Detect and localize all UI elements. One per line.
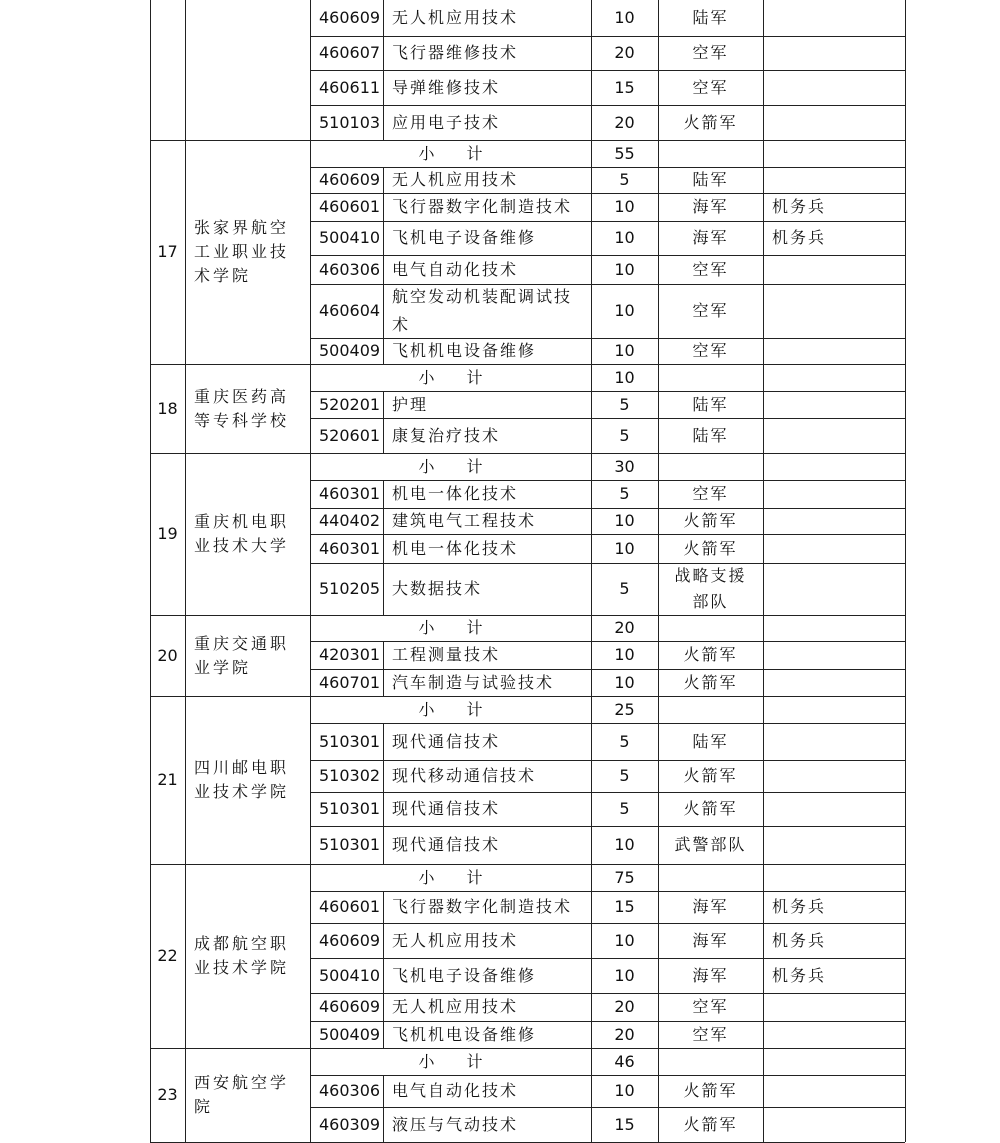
school-number: 21 bbox=[157, 770, 178, 789]
quota-count: 10 bbox=[614, 538, 635, 558]
major-code: 460309 bbox=[319, 1114, 381, 1134]
column-divider bbox=[763, 284, 764, 338]
column-divider bbox=[658, 364, 659, 391]
column-divider bbox=[763, 993, 764, 1021]
column-divider bbox=[763, 696, 764, 723]
service-branch: 空军 bbox=[692, 341, 729, 360]
column-divider bbox=[383, 993, 384, 1021]
major-name: 飞机电子设备维修 bbox=[392, 228, 537, 247]
remark: 机务兵 bbox=[772, 897, 827, 916]
column-divider bbox=[763, 615, 764, 641]
major-name: 康复治疗技术 bbox=[392, 425, 501, 445]
column-divider bbox=[763, 1107, 764, 1142]
remark: 机务兵 bbox=[772, 228, 827, 247]
major-name: 建筑电气工程技术 bbox=[392, 511, 537, 530]
subtotal-value: 10 bbox=[614, 367, 635, 387]
column-divider bbox=[383, 36, 384, 70]
major-code: 510301 bbox=[319, 835, 381, 854]
column-divider bbox=[383, 891, 384, 923]
major-name: 电气自动化技术 bbox=[392, 1081, 519, 1100]
service-branch: 空军 bbox=[692, 259, 729, 279]
column-divider bbox=[383, 391, 384, 418]
major-name: 现代通信技术 bbox=[392, 799, 501, 818]
major-code: 460701 bbox=[319, 672, 381, 692]
major-code: 460306 bbox=[319, 259, 381, 279]
major-name: 机电一体化技术 bbox=[392, 484, 519, 503]
column-divider bbox=[383, 70, 384, 105]
subtotal-label: 小 计 bbox=[418, 618, 483, 637]
major-name: 飞机电子设备维修 bbox=[392, 965, 537, 985]
major-code: 500409 bbox=[319, 1024, 381, 1044]
column-divider bbox=[185, 453, 186, 615]
service-branch: 陆军 bbox=[692, 394, 729, 414]
major-code: 460601 bbox=[319, 897, 381, 916]
quota-count: 15 bbox=[614, 897, 635, 916]
quota-count: 10 bbox=[614, 835, 635, 854]
remark: 机务兵 bbox=[772, 930, 827, 950]
school-number: 18 bbox=[157, 398, 178, 418]
subtotal-label: 小 计 bbox=[418, 699, 483, 719]
major-code: 460301 bbox=[319, 538, 381, 558]
school-name: 重庆机电职业技术大学 bbox=[194, 512, 290, 555]
service-branch: 空军 bbox=[692, 43, 729, 62]
column-divider bbox=[185, 140, 186, 364]
column-divider bbox=[383, 338, 384, 364]
service-branch: 空军 bbox=[692, 484, 729, 503]
major-code: 460607 bbox=[319, 43, 381, 62]
column-divider bbox=[763, 760, 764, 792]
major-name: 无人机应用技术 bbox=[392, 170, 519, 189]
quota-count: 10 bbox=[614, 341, 635, 360]
column-divider bbox=[763, 255, 764, 284]
column-divider bbox=[763, 826, 764, 864]
column-divider bbox=[763, 1021, 764, 1048]
column-divider bbox=[658, 1048, 659, 1075]
quota-count: 10 bbox=[614, 672, 635, 692]
column-divider bbox=[763, 193, 764, 221]
major-name: 大数据技术 bbox=[392, 579, 483, 598]
school-number: 22 bbox=[157, 946, 178, 965]
major-name: 航空发动机装配调试技术 bbox=[392, 287, 573, 334]
major-name: 电气自动化技术 bbox=[392, 259, 519, 279]
major-name: 飞机机电设备维修 bbox=[392, 1024, 537, 1044]
subtotal-label: 小 计 bbox=[418, 456, 483, 476]
subtotal-value: 30 bbox=[614, 456, 635, 476]
major-code: 510205 bbox=[319, 579, 381, 598]
major-code: 460609 bbox=[319, 8, 381, 27]
major-name: 飞行器数字化制造技术 bbox=[392, 897, 573, 916]
service-branch: 火箭军 bbox=[683, 1081, 738, 1100]
service-branch: 海军 bbox=[692, 197, 729, 216]
major-code: 460611 bbox=[319, 77, 381, 97]
major-code: 520601 bbox=[319, 425, 381, 445]
subtotal-label: 小 计 bbox=[418, 367, 483, 387]
column-divider bbox=[763, 534, 764, 563]
column-divider bbox=[185, 696, 186, 864]
column-divider bbox=[383, 563, 384, 615]
quota-count: 5 bbox=[619, 731, 630, 751]
service-branch: 海军 bbox=[692, 930, 729, 950]
service-branch: 空军 bbox=[692, 77, 729, 97]
column-divider bbox=[383, 418, 384, 453]
column-divider bbox=[383, 958, 384, 993]
major-code: 510301 bbox=[319, 731, 381, 751]
school-number: 20 bbox=[157, 645, 178, 665]
major-code: 440402 bbox=[319, 511, 381, 530]
column-divider bbox=[763, 891, 764, 923]
column-divider bbox=[383, 255, 384, 284]
column-divider bbox=[185, 864, 186, 1048]
major-name: 无人机应用技术 bbox=[392, 997, 519, 1016]
column-divider bbox=[310, 140, 311, 364]
major-code: 510302 bbox=[319, 766, 381, 785]
major-name: 现代移动通信技术 bbox=[392, 766, 537, 785]
column-divider bbox=[763, 391, 764, 418]
major-name: 导弹维修技术 bbox=[392, 77, 501, 97]
school-name: 重庆交通职业学院 bbox=[194, 633, 290, 677]
service-branch: 火箭军 bbox=[683, 538, 738, 558]
major-code: 500410 bbox=[319, 965, 381, 985]
column-divider bbox=[383, 480, 384, 508]
column-divider bbox=[185, 1048, 186, 1142]
column-divider bbox=[658, 696, 659, 723]
column-divider bbox=[383, 193, 384, 221]
service-branch: 火箭军 bbox=[683, 511, 738, 530]
column-divider bbox=[763, 723, 764, 760]
service-branch: 陆军 bbox=[692, 425, 729, 445]
subtotal-value: 20 bbox=[614, 618, 635, 637]
major-code: 510301 bbox=[319, 799, 381, 818]
service-branch: 空军 bbox=[692, 997, 729, 1016]
quota-count: 20 bbox=[614, 112, 635, 132]
major-code: 520201 bbox=[319, 394, 381, 414]
major-code: 510103 bbox=[319, 112, 381, 132]
remark: 机务兵 bbox=[772, 197, 827, 216]
quota-count: 15 bbox=[614, 1114, 635, 1134]
column-divider bbox=[185, 615, 186, 696]
quota-count: 5 bbox=[619, 394, 630, 414]
column-divider bbox=[763, 480, 764, 508]
school-name: 成都航空职业技术学院 bbox=[194, 934, 290, 977]
service-branch: 空军 bbox=[692, 301, 729, 320]
quota-count: 5 bbox=[619, 579, 630, 598]
column-divider bbox=[658, 140, 659, 167]
column-divider bbox=[763, 958, 764, 993]
column-divider bbox=[383, 0, 384, 36]
subtotal-value: 75 bbox=[614, 867, 635, 887]
column-divider bbox=[763, 0, 764, 36]
major-code: 500410 bbox=[319, 228, 381, 247]
column-divider bbox=[763, 864, 764, 891]
column-divider bbox=[383, 1075, 384, 1107]
column-divider bbox=[763, 923, 764, 958]
quota-count: 20 bbox=[614, 43, 635, 62]
column-divider bbox=[763, 221, 764, 255]
column-divider bbox=[185, 0, 186, 140]
quota-count: 5 bbox=[619, 766, 630, 785]
quota-count: 5 bbox=[619, 170, 630, 189]
major-name: 飞行器维修技术 bbox=[392, 43, 519, 62]
column-divider bbox=[763, 1075, 764, 1107]
service-branch: 陆军 bbox=[692, 170, 729, 189]
major-code: 500409 bbox=[319, 341, 381, 360]
column-divider bbox=[763, 338, 764, 364]
remark: 机务兵 bbox=[772, 965, 827, 985]
school-name: 重庆医药高等专科学校 bbox=[194, 386, 290, 430]
subtotal-value: 55 bbox=[614, 143, 635, 163]
column-divider bbox=[763, 1048, 764, 1075]
service-branch: 火箭军 bbox=[683, 1114, 738, 1134]
column-divider bbox=[658, 864, 659, 891]
major-name: 飞行器数字化制造技术 bbox=[392, 197, 573, 216]
major-name: 无人机应用技术 bbox=[392, 930, 519, 950]
quota-count: 10 bbox=[614, 8, 635, 27]
column-divider bbox=[383, 221, 384, 255]
school-number: 19 bbox=[157, 524, 178, 543]
major-name: 液压与气动技术 bbox=[392, 1114, 519, 1134]
subtotal-label: 小 计 bbox=[418, 1051, 483, 1071]
column-divider bbox=[763, 364, 764, 391]
column-divider bbox=[763, 105, 764, 140]
column-divider bbox=[763, 669, 764, 696]
subtotal-label: 小 计 bbox=[418, 867, 483, 887]
school-name: 西安航空学院 bbox=[194, 1073, 290, 1116]
major-code: 460604 bbox=[319, 301, 381, 320]
school-number: 17 bbox=[157, 242, 178, 261]
service-branch: 火箭军 bbox=[683, 766, 738, 785]
quota-count: 5 bbox=[619, 484, 630, 503]
major-code: 460301 bbox=[319, 484, 381, 503]
column-divider bbox=[383, 105, 384, 140]
service-branch: 空军 bbox=[692, 1024, 729, 1044]
quota-count: 10 bbox=[614, 259, 635, 279]
service-branch: 海军 bbox=[692, 965, 729, 985]
service-branch: 陆军 bbox=[692, 8, 729, 27]
service-branch: 武警部队 bbox=[674, 835, 747, 854]
school-name: 四川邮电职业技术学院 bbox=[194, 758, 290, 801]
column-divider bbox=[763, 70, 764, 105]
service-branch: 火箭军 bbox=[683, 799, 738, 818]
column-divider bbox=[763, 418, 764, 453]
quota-count: 5 bbox=[619, 799, 630, 818]
subtotal-value: 46 bbox=[614, 1051, 635, 1071]
column-divider bbox=[185, 364, 186, 453]
column-divider bbox=[383, 723, 384, 760]
major-code: 460306 bbox=[319, 1081, 381, 1100]
column-divider bbox=[763, 167, 764, 193]
column-divider bbox=[763, 36, 764, 70]
service-branch: 火箭军 bbox=[683, 112, 738, 132]
major-code: 420301 bbox=[319, 645, 381, 664]
school-number: 23 bbox=[157, 1085, 178, 1104]
major-code: 460609 bbox=[319, 930, 381, 950]
service-branch: 战略支援部队 bbox=[674, 566, 747, 611]
subtotal-value: 25 bbox=[614, 699, 635, 719]
major-code: 460609 bbox=[319, 997, 381, 1016]
quota-count: 5 bbox=[619, 425, 630, 445]
service-branch: 火箭军 bbox=[683, 645, 738, 664]
major-code: 460609 bbox=[319, 170, 381, 189]
column-divider bbox=[658, 453, 659, 480]
major-name: 汽车制造与试验技术 bbox=[392, 672, 555, 692]
column-divider bbox=[383, 826, 384, 864]
service-branch: 陆军 bbox=[692, 731, 729, 751]
quota-count: 10 bbox=[614, 930, 635, 950]
column-divider bbox=[763, 140, 764, 167]
quota-count: 10 bbox=[614, 645, 635, 664]
major-name: 机电一体化技术 bbox=[392, 538, 519, 558]
major-code: 460601 bbox=[319, 197, 381, 216]
column-divider bbox=[763, 453, 764, 480]
column-divider bbox=[763, 508, 764, 534]
column-divider bbox=[658, 615, 659, 641]
column-divider bbox=[383, 1107, 384, 1142]
quota-count: 10 bbox=[614, 511, 635, 530]
column-divider bbox=[383, 641, 384, 669]
major-name: 无人机应用技术 bbox=[392, 8, 519, 27]
quota-count: 20 bbox=[614, 997, 635, 1016]
quota-count: 10 bbox=[614, 965, 635, 985]
column-divider bbox=[383, 167, 384, 193]
major-name: 工程测量技术 bbox=[392, 645, 501, 664]
quota-count: 10 bbox=[614, 197, 635, 216]
column-divider bbox=[383, 508, 384, 534]
quota-count: 10 bbox=[614, 228, 635, 247]
major-name: 飞机机电设备维修 bbox=[392, 341, 537, 360]
table-border bbox=[905, 0, 906, 1142]
service-branch: 海军 bbox=[692, 228, 729, 247]
column-divider bbox=[383, 669, 384, 696]
service-branch: 火箭军 bbox=[683, 672, 738, 692]
service-branch: 海军 bbox=[692, 897, 729, 916]
quota-count: 20 bbox=[614, 1024, 635, 1044]
column-divider bbox=[763, 563, 764, 615]
major-name: 护理 bbox=[392, 394, 429, 414]
major-name: 应用电子技术 bbox=[392, 112, 501, 132]
major-name: 现代通信技术 bbox=[392, 835, 501, 854]
major-name: 现代通信技术 bbox=[392, 731, 501, 751]
column-divider bbox=[763, 641, 764, 669]
column-divider bbox=[383, 284, 384, 338]
subtotal-label: 小 计 bbox=[418, 143, 483, 163]
column-divider bbox=[383, 1021, 384, 1048]
quota-count: 15 bbox=[614, 77, 635, 97]
column-divider bbox=[383, 792, 384, 826]
column-divider bbox=[763, 792, 764, 826]
column-divider bbox=[383, 760, 384, 792]
school-name: 张家界航空工业职业技术学院 bbox=[194, 218, 290, 285]
quota-count: 10 bbox=[614, 1081, 635, 1100]
column-divider bbox=[383, 923, 384, 958]
quota-count: 10 bbox=[614, 301, 635, 320]
column-divider bbox=[383, 534, 384, 563]
